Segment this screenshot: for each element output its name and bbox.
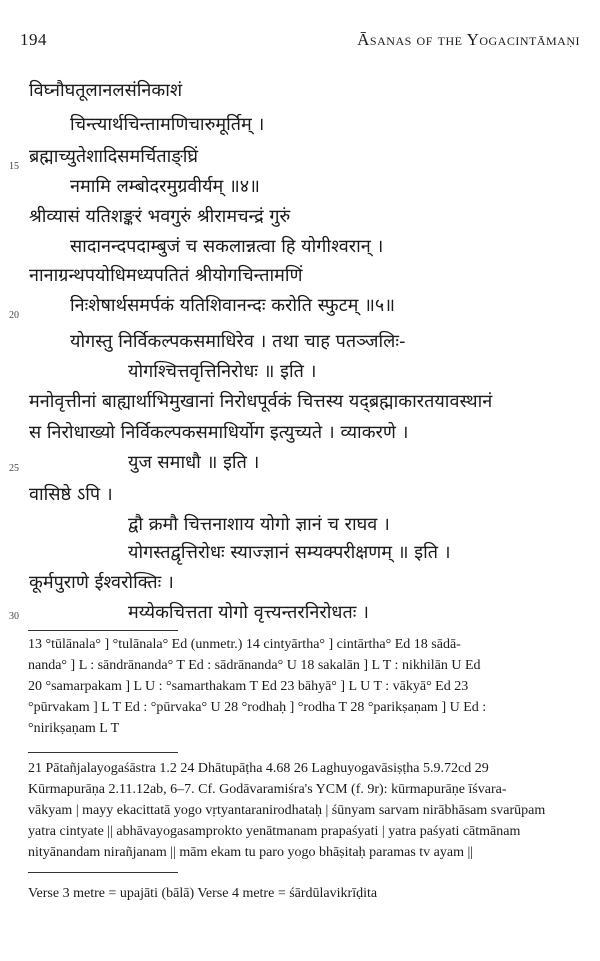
prose-line: योगस्तु निर्विकल्पकसमाधिरेव । तथा चाह पतञ्जलिः-	[70, 331, 406, 352]
verse-line: चिन्त्यार्थचिन्तामणिचारुमूर्तिम् ।	[70, 114, 265, 135]
apparatus-line: nanda° ] L : sāndrānanda° T Ed : sādrānanda° U 18 sakalān ] L T : nikhilān U Ed	[28, 658, 481, 673]
meter-rule	[28, 872, 178, 873]
line-number-30: 30	[9, 611, 19, 622]
sources-apparatus	[28, 758, 573, 863]
verse-line: श्रीव्यासं यतिशङ्करं भवगुरुं श्रीरामचन्द्रं गुरुं	[29, 206, 291, 227]
verse-line: निःशेषार्थसमर्पकं यतिशिवानन्दः करोति स्फुटम् ॥५॥	[70, 295, 396, 316]
quotation-line: द्वौ क्रमौ चित्तनाशाय योगो ज्ञानं च राघव ।	[128, 514, 390, 535]
quotation-line: योगस्तद्वृत्तिरोधः स्याज्ज्ञानं सम्यक्परीक्षणम् ॥ इति ।	[128, 542, 451, 563]
verse-line: सादानन्दपदाम्बुजं च सकलान्नत्वा हि योगीश्वरान् ।	[70, 236, 384, 257]
line-number-25: 25	[9, 463, 19, 474]
verse-line: नानाग्रन्थपयोधिमध्यपतितं श्रीयोगचिन्तामणिं	[29, 265, 303, 286]
verse-line: ब्रह्माच्युतेशादिसमर्चिताङ्घ्रिं	[29, 146, 199, 167]
critical-apparatus	[28, 634, 573, 739]
meter-note: Verse 3 metre = upajāti (bālā) Verse 4 metre = śārdūlavikrīḍita	[28, 886, 378, 901]
quotation-line: मय्येकचित्तता योगो वृत्त्यन्तरनिरोधतः ।	[128, 602, 369, 623]
quotation-line: युज समाधौ ॥ इति ।	[128, 452, 260, 473]
apparatus-line: °nirikṣaṇam L T	[28, 721, 120, 736]
apparatus-rule	[28, 630, 178, 631]
verse-line: विघ्नौघतूलानलसंनिकाशं	[29, 80, 183, 101]
quotation-line: योगश्चित्तवृत्तिनिरोधः ॥ इति ।	[128, 361, 317, 382]
verse-line: नमामि लम्बोदरमुग्रवीर्यम् ॥४॥	[70, 176, 260, 197]
prose-line: स निरोधाख्यो निर्विकल्पकसमाधिर्योग इत्युच्यते । व्याकरणे ।	[29, 422, 409, 443]
apparatus-line: 13 °tūlānala° ] °tulānala° Ed (unmetr.) 14 cintyārtha° ] cintārtha° Ed 18 sādā-	[28, 637, 461, 652]
prose-line: वासिष्ठे ऽपि ।	[29, 484, 113, 505]
prose-line: कूर्मपुराणे ईश्वरोक्तिः ।	[29, 572, 174, 593]
sources-rule	[28, 752, 178, 753]
page-number: 194	[20, 30, 47, 49]
apparatus-line: 20 °samarpakam ] L U : °samarthakam T Ed 23 bāhyā° ] L U T : vākyā° Ed 23	[28, 679, 469, 694]
source-line: yatra cintyate || abhāvayogasamprokto yenātmanam prapaśyati | yatra paśyati cātmānam	[28, 824, 521, 839]
source-line: vākyam | mayy ekacittatā yogo vṛtyantaranirodhataḥ | śūnyam sarvam nirābhāsam svarūpam	[28, 803, 546, 818]
running-head: Āsanas of the Yogacintāmaṇi	[357, 30, 580, 49]
line-number-20: 20	[9, 310, 19, 321]
apparatus-line: °pūrvakam ] L T Ed : °pūrvaka° U 28 °rodhaḥ ] °rodha T 28 °parikṣaṇam ] U Ed :	[28, 700, 487, 715]
prose-line: मनोवृत्तीनां बाह्यार्थाभिमुखानां निरोधपूर्वकं चित्तस्य यद्ब्रह्माकारतयावस्थानं	[29, 391, 493, 412]
source-line: 21 Pātañjalayogaśāstra 1.2 24 Dhātupāṭha 4.68 26 Laghuyogavāsiṣṭha 5.9.72cd 29	[28, 761, 489, 776]
line-number-15: 15	[9, 161, 19, 172]
source-line: Kūrmapurāṇa 2.11.12ab, 6–7. Cf. Godāvaramiśra's YCM (f. 9r): kūrmapurāṇe īśvara-	[28, 782, 507, 797]
source-line: nityānandam nirañjanam || mām ekam tu paro yogo bhāṣitaḥ paramas tv ayam ||	[28, 845, 474, 860]
